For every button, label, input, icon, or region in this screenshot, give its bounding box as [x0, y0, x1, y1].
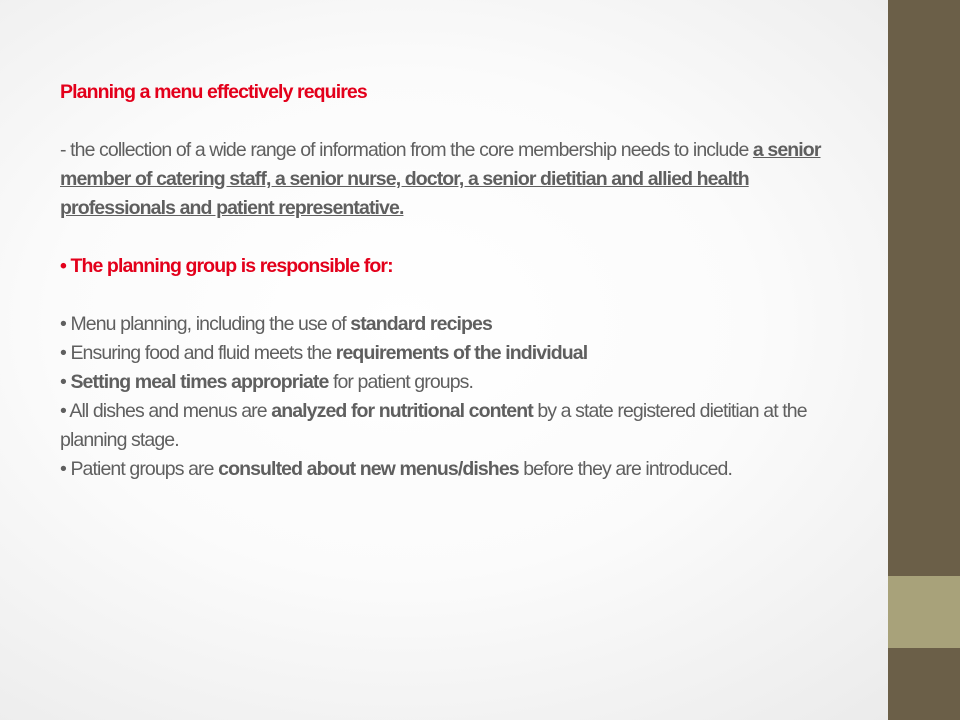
bullet-text: • All dishes and menus are: [60, 400, 272, 422]
bullet-bold-text: requirements of the individual: [335, 342, 588, 364]
slide-content: [60, 78, 860, 484]
intro-paragraph: [60, 136, 860, 223]
bullet-text: for patient groups.: [328, 371, 474, 393]
bullet-bold-text: consulted about new menus/dishes: [218, 458, 519, 480]
spacer: [60, 107, 860, 136]
bullet-item: [60, 368, 860, 397]
bullet-item: [60, 339, 860, 368]
bullet-bold-text: analyzed for nutritional content: [271, 400, 533, 422]
bullet-bold-text: Setting meal times appropriate: [70, 371, 329, 393]
slide-title: Planning a menu effectively requires: [60, 81, 367, 103]
bullet-item: [60, 397, 860, 455]
bullet-item: [60, 455, 860, 484]
spacer: [60, 223, 860, 252]
intro-members-underlined: a senior member of catering staff, a senior nurse, doctor, a senior dietitian and allied health professionals and patient representative.: [60, 139, 821, 219]
bullet-text: • Ensuring food and fluid meets the: [60, 342, 336, 364]
bullet-bold-text: standard recipes: [350, 313, 492, 335]
bullet-text: • Menu planning, including the use of: [60, 313, 351, 335]
bullet-item: [60, 310, 860, 339]
intro-text: - the collection of a wide range of information from the core membership needs to include: [60, 139, 753, 161]
group-heading: • The planning group is responsible for:: [60, 255, 393, 277]
decorative-sidebar-accent: [888, 576, 960, 648]
bullet-text: • Patient groups are: [60, 458, 219, 480]
bullet-text: before they are introduced.: [518, 458, 733, 480]
bullet-text: •: [60, 371, 71, 393]
spacer: [60, 281, 860, 310]
bullet-text: by a state registered dietitian at the planning stage.: [60, 400, 807, 451]
